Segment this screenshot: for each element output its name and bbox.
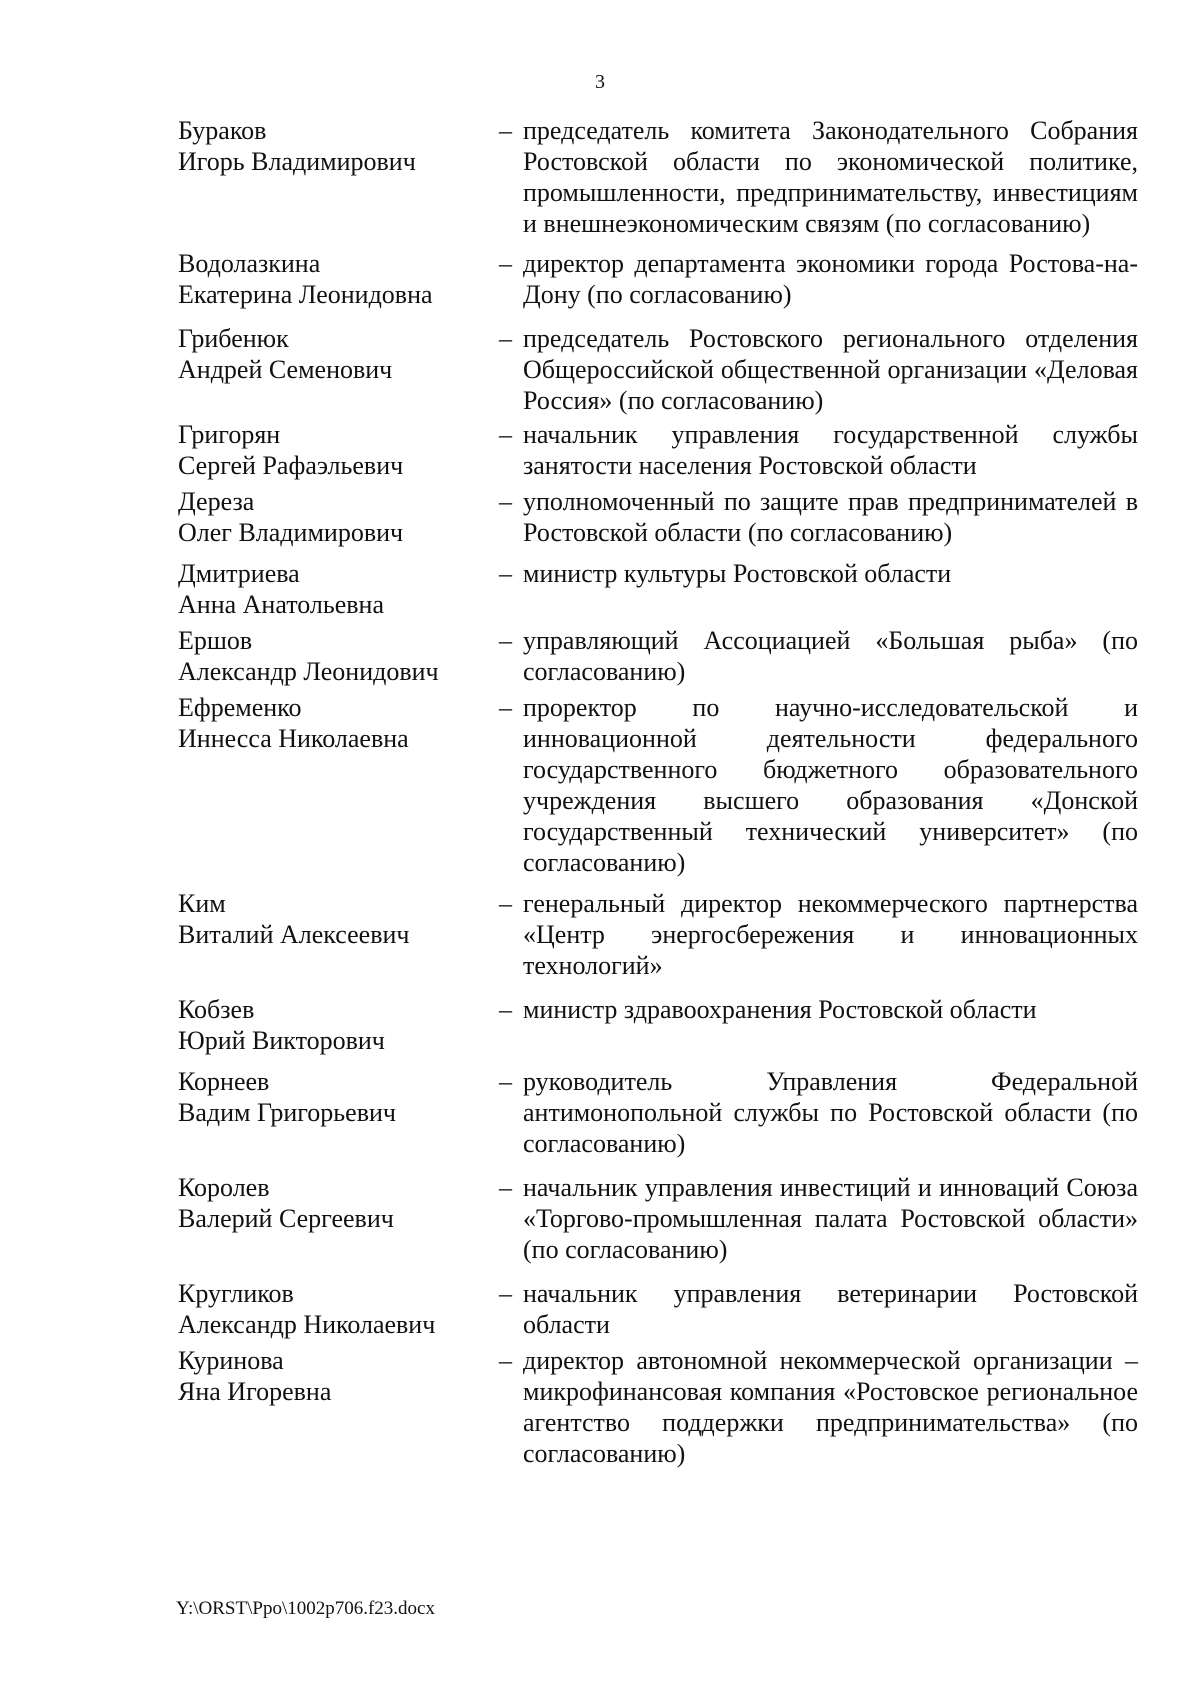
member-surname: Григорян	[178, 420, 281, 449]
member-surname: Куринова	[178, 1346, 284, 1375]
dash-separator: –	[499, 116, 512, 145]
member-name	[178, 888, 488, 950]
dash-separator: –	[499, 626, 512, 655]
member-given-name: Сергей Рафаэльевич	[178, 451, 404, 480]
member-surname: Кобзев	[178, 995, 255, 1024]
member-position: председатель комитета Законодательного Собрания Ростовской области по экономической политике, промышленности, предпринимательству, инвестициям и внешнеэкономическим связям (по согласованию)	[523, 116, 1138, 238]
document-file-path: Y:\ORST\Ppo\1002p706.f23.docx	[176, 1598, 435, 1619]
member-row	[178, 115, 1138, 239]
member-given-name: Олег Владимирович	[178, 518, 404, 547]
member-surname: Грибенюк	[178, 324, 289, 353]
member-name	[178, 1345, 488, 1407]
member-name	[178, 486, 488, 548]
member-surname: Ершов	[178, 626, 253, 655]
member-position: уполномоченный по защите прав предпринимателей в Ростовской области (по согласованию)	[523, 487, 1138, 547]
member-row	[178, 486, 1138, 548]
member-name	[178, 419, 488, 481]
member-given-name: Анна Анатольевна	[178, 590, 384, 619]
member-position: директор департамента экономики города Ростова-на-Дону (по согласованию)	[523, 249, 1138, 309]
member-row	[178, 248, 1138, 310]
member-surname: Водолазкина	[178, 249, 321, 278]
member-surname: Корнеев	[178, 1067, 270, 1096]
member-given-name: Вадим Григорьевич	[178, 1098, 396, 1127]
member-position: управляющий Ассоциацией «Большая рыба» (по согласованию)	[523, 626, 1138, 686]
member-given-name: Игорь Владимирович	[178, 147, 416, 176]
member-position: министр культуры Ростовской области	[523, 559, 952, 588]
member-position: начальник управления ветеринарии Ростовской области	[523, 1279, 1138, 1339]
page-number: 3	[595, 71, 605, 93]
member-surname: Дереза	[178, 487, 255, 516]
member-surname: Дмитриева	[178, 559, 300, 588]
member-given-name: Иннесса Николаевна	[178, 724, 409, 753]
member-row	[178, 323, 1138, 416]
dash-separator: –	[499, 249, 512, 278]
member-row	[178, 1066, 1138, 1159]
member-row	[178, 1278, 1138, 1340]
member-surname: Королев	[178, 1173, 270, 1202]
member-given-name: Екатерина Леонидовна	[178, 280, 433, 309]
members-list	[178, 115, 1138, 1469]
member-position: начальник управления государственной службы занятости населения Ростовской области	[523, 420, 1138, 480]
member-position: проректор по научно-исследовательской и инновационной деятельности федерального государственного бюджетного образовательного учреждения высшего образования «Донской государственный технический университет» (по согласованию)	[523, 693, 1138, 877]
member-name	[178, 1172, 488, 1234]
member-given-name: Андрей Семенович	[178, 355, 393, 384]
dash-separator: –	[499, 559, 512, 588]
dash-separator: –	[499, 324, 512, 353]
member-row	[178, 1345, 1138, 1469]
member-position: начальник управления инвестиций и инноваций Союза «Торгово-промышленная палата Ростовской области» (по согласованию)	[523, 1173, 1138, 1264]
dash-separator: –	[499, 1067, 512, 1096]
member-position: директор автономной некоммерческой организации – микрофинансовая компания «Ростовское региональное агентство поддержки предпринимательства» (по согласованию)	[523, 1346, 1138, 1468]
member-row	[178, 994, 1138, 1056]
member-name	[178, 248, 488, 310]
member-surname: Кругликов	[178, 1279, 294, 1308]
member-row	[178, 1172, 1138, 1265]
member-name	[178, 558, 488, 620]
dash-separator: –	[499, 693, 512, 722]
member-row	[178, 419, 1138, 481]
member-name	[178, 115, 488, 177]
member-name	[178, 1066, 488, 1128]
member-position: генеральный директор некоммерческого партнерства «Центр энергосбережения и инновационных технологий»	[523, 889, 1138, 980]
member-given-name: Александр Николаевич	[178, 1310, 436, 1339]
dash-separator: –	[499, 1346, 512, 1375]
member-name	[178, 692, 488, 754]
member-position: руководитель Управления Федеральной антимонопольной службы по Ростовской области (по согласованию)	[523, 1067, 1138, 1158]
member-row	[178, 692, 1138, 878]
member-name	[178, 323, 488, 385]
dash-separator: –	[499, 420, 512, 449]
member-row	[178, 625, 1138, 687]
dash-separator: –	[499, 1279, 512, 1308]
member-position: председатель Ростовского регионального отделения Общероссийской общественной организации «Деловая Россия» (по согласованию)	[523, 324, 1138, 415]
member-surname: Ефременко	[178, 693, 302, 722]
dash-separator: –	[499, 889, 512, 918]
member-name	[178, 1278, 488, 1340]
dash-separator: –	[499, 1173, 512, 1202]
member-row	[178, 888, 1138, 981]
member-position: министр здравоохранения Ростовской области	[523, 995, 1037, 1024]
member-name	[178, 625, 488, 687]
member-surname: Ким	[178, 889, 226, 918]
member-given-name: Александр Леонидович	[178, 657, 439, 686]
member-given-name: Юрий Викторович	[178, 1026, 385, 1055]
member-given-name: Виталий Алексеевич	[178, 920, 410, 949]
dash-separator: –	[499, 995, 512, 1024]
member-given-name: Яна Игоревна	[178, 1377, 332, 1406]
member-surname: Бураков	[178, 116, 267, 145]
dash-separator: –	[499, 487, 512, 516]
member-name	[178, 994, 488, 1056]
member-given-name: Валерий Сергеевич	[178, 1204, 394, 1233]
member-row	[178, 558, 1138, 620]
